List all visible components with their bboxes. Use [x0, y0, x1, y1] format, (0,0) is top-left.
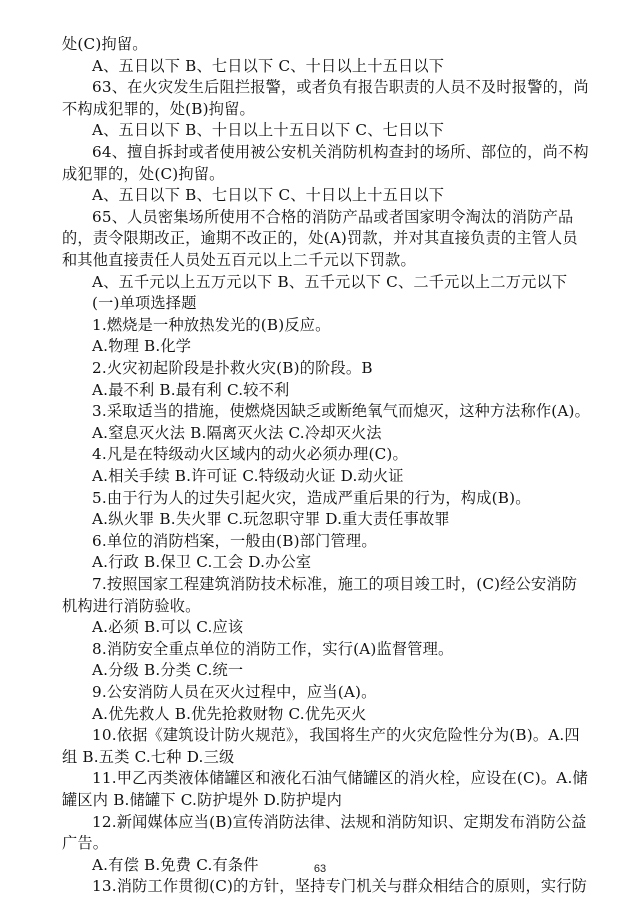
text-line: A、五日以下 B、十日以上十五日以下 C、七日以下 [92, 121, 445, 140]
page-number: 63 [313, 863, 327, 875]
text-line: 成犯罪的，处(C)拘留。 [62, 164, 225, 183]
text-line: A、五日以下 B、七日以下 C、十日以上十五日以下 [92, 186, 445, 205]
text-line: A.最不利 B.最有利 C.较不利 [92, 380, 290, 399]
text-line: 9.公安消防人员在灭火过程中，应当(A)。 [92, 683, 377, 701]
text-line: 罐区内 B.储罐下 C.防护堤外 D.防护堤内 [62, 791, 343, 809]
text-line: 10.依据《建筑设计防火规范》，我国将生产的火灾危险性分为(B)。A.四 [92, 726, 580, 745]
text-line: 64、擅自拆封或者使用被公安机关消防机构查封的场所、部位的，尚不构 [92, 143, 589, 161]
text-line: 8.消防安全重点单位的消防工作，实行(A)监督管理。 [92, 639, 454, 658]
text-line: 的，责令限期改正，逾期不改正的，处(A)罚款，并对其直接负责的主管人员 [62, 229, 578, 248]
text-line: 组 B.五类 C.七种 D.三级 [62, 747, 235, 766]
text-line: 13.消防工作贯彻(C)的方针，坚持专门机关与群众相结合的原则，实行防 [92, 877, 588, 896]
text-line: 不构成犯罪的，处(B)拘留。 [62, 99, 255, 118]
text-line: (一)单项选择题 [92, 294, 197, 313]
text-line: 11.甲乙丙类液体储罐区和液化石油气储罐区的消火栓，应设在(C)。A.储 [92, 769, 588, 788]
text-line: A.行政 B.保卫 C.工会 D.办公室 [92, 553, 312, 572]
text-line: 处(C)拘留。 [62, 35, 148, 53]
text-line: 65、人员密集场所使用不合格的消防产品或者国家明令淘汰的消防产品 [92, 207, 574, 226]
text-line: 1.燃烧是一种放热发光的(B)反应。 [92, 315, 331, 334]
text-line: A.分级 B.分类 C.统一 [92, 661, 244, 680]
text-line: 4.凡是在特级动火区域内的动火必须办理(C)。 [92, 445, 408, 464]
text-line: 3.采取适当的措施，使燃烧因缺乏或断绝氧气而熄灭，这种方法称作(A)。 [92, 402, 590, 421]
text-line: A、五日以下 B、七日以下 C、十日以上十五日以下 [92, 56, 445, 75]
text-line: A.必须 B.可以 C.应该 [92, 618, 244, 637]
text-line: A.纵火罪 B.失火罪 C.玩忽职守罪 D.重大责任事故罪 [92, 510, 450, 529]
text-line: A.窒息灭火法 B.隔离灭火法 C.冷却灭火法 [92, 423, 382, 442]
text-line: A.优先救人 B.优先抢救财物 C.优先灭火 [92, 704, 367, 723]
text-line: 广告。 [62, 834, 109, 853]
text-line: 7.按照国家工程建筑消防技术标准，施工的项目竣工时，(C)经公安消防 [92, 575, 578, 593]
text-line: 机构进行消防验收。 [62, 596, 201, 615]
text-line: 6.单位的消防档案，一般由(B)部门管理。 [92, 531, 377, 550]
text-line: 5.由于行为人的过失引起火灾，造成严重后果的行为，构成(B)。 [92, 488, 531, 507]
text-line: 63、在火灾发生后阻拦报警，或者负有报告职责的人员不及时报警的，尚 [92, 78, 589, 97]
text-line: A.有偿 B.免费 C.有条件 [92, 855, 259, 874]
text-line: 2.火灾初起阶段是扑救火灾(B)的阶段。B [92, 359, 373, 377]
text-line: A.物理 B.化学 [92, 337, 192, 356]
text-line: A.相关手续 B.许可证 C.特级动火证 D.动火证 [92, 467, 404, 485]
text-line: A、五千元以上五万元以下 B、五千元以下 C、二千元以上二万元以下 [92, 272, 568, 291]
text-line: 12.新闻媒体应当(B)宣传消防法律、法规和消防知识、定期发布消防公益 [92, 812, 587, 831]
text-line: 和其他直接责任人员处五百元以上二千元以下罚款。 [62, 251, 416, 269]
